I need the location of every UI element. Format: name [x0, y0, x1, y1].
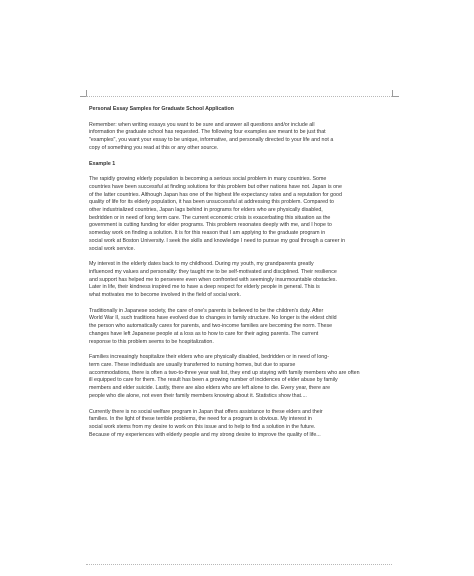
paragraph-line: and support has helped me to persevere even when confronted with seemingly insurmountable obstacles. — [89, 276, 337, 283]
document-title: Personal Essay Samples for Graduate School Application — [89, 106, 234, 112]
paragraph-line: what motivates me to become involved in the field of social work. — [89, 292, 241, 299]
paragraph-line: Currently there is no social welfare program in Japan that offers assistance to these elders and their — [89, 408, 323, 415]
paragraph-line: other industrialized countries, Japan lags behind in programs for elders who are physically disabled, — [89, 207, 323, 214]
essay-paragraph-1 — [89, 176, 385, 253]
paragraph-line: influenced my values and personality: they taught me to be self-motivated and disciplined. Their resilience — [89, 268, 337, 275]
essay-paragraph-5 — [89, 409, 385, 440]
paragraph-line: Families increasingly hospitalize their elders who are physically disabled, bedridden or in need of long- — [89, 354, 329, 361]
intro-line: Remember: when writing essays you want to be sure and answer all questions and/or include all — [89, 121, 315, 128]
page-corner-mark-right — [392, 90, 399, 97]
page-top-margin-rule — [86, 96, 392, 97]
intro-line: information the graduate school has requested. The following four examples are meant to be just that — [89, 129, 326, 136]
paragraph-line: changes have left Japanese people at a loss as to how to care for their aging parents. The current — [89, 330, 319, 337]
essay-paragraph-2 — [89, 261, 385, 300]
paragraph-line: of the latter countries. Although Japan has one of the highest life expectancy rates and a reputation for good — [89, 191, 342, 198]
paragraph-line: ill equipped to care for them. The result has been a growing number of incidences of elder abuse by family — [89, 377, 338, 384]
paragraph-line: government is cutting funding for elder programs. This problem resonates deeply with me, and I hope to — [89, 222, 332, 229]
document-body — [89, 106, 385, 447]
paragraph-line: families. In the light of these terrible problems, the need for a program is obvious. My interest in — [89, 416, 312, 423]
intro-line: copy of something you read at this or any other source. — [89, 144, 219, 151]
paragraph-line: The rapidly growing elderly population is becoming a serious social problem in many countries. Some — [89, 176, 327, 183]
page-bottom-margin-rule — [86, 564, 392, 565]
paragraph-line: quality of life for its elderly population, it has been unsuccessful at addressing this problem. Compared to — [89, 199, 334, 206]
paragraph-line: My interest in the elderly dates back to my childhood. During my youth, my grandparents greatly — [89, 261, 314, 268]
paragraph-line: accommodations, there is often a two-to-three year wait list, they end up staying with family members who are often — [89, 369, 360, 376]
paragraph-line: Because of my experiences with elderly people and my strong desire to improve the quality of life... — [89, 431, 321, 438]
essay-paragraph-3 — [89, 308, 385, 347]
example-heading: Example 1 — [89, 160, 116, 167]
essay-paragraph-4 — [89, 354, 385, 400]
paragraph-line: social work at Boston University. I seek the skills and knowledge I need to pursue my goal through a career in — [89, 237, 346, 244]
paragraph-line: social work stems from my desire to work on this issue and to help to find a solution in the future. — [89, 423, 316, 430]
paragraph-line: World War II, such traditions have evolved due to changes in family structure. No longer is the eldest child — [89, 315, 337, 322]
paragraph-line: someday work on finding a solution. It is for this reason that I am applying to the graduate program in — [89, 230, 326, 237]
paragraph-line: term care. These individuals are usually transferred to nursing homes, but due to sparse — [89, 361, 296, 368]
paragraph-line: Traditionally in Japanese society, the care of one's parents is believed to be the children's duty. After — [89, 307, 324, 314]
paragraph-line: social work service. — [89, 245, 135, 252]
paragraph-line: countries have been successful at finding solutions for this problem but other nations have not. Japan is one — [89, 183, 342, 190]
paragraph-line: the person who automatically cares for parents, and two-income families are becoming the norm. These — [89, 323, 333, 330]
paragraph-line: response to this problem seems to be hospitalization. — [89, 338, 214, 345]
paragraph-line: people who die alone, not even their family members knowing about it. Statistics show that.... — [89, 392, 307, 399]
intro-line: "examples", you want your essay to be unique, informative, and personally directed to your life and not a — [89, 137, 334, 144]
paragraph-line: Later in life, their kindness inspired me to have a deep respect for elderly people in general. This is — [89, 284, 320, 291]
paragraph-line: members and elder suicide. Lastly, there are also elders who are left alone to die. Every year, there are — [89, 385, 331, 392]
paragraph-line: bedridden or in need of long term care. The current economic crisis is exacerbating this situation as the — [89, 214, 331, 221]
intro-paragraph — [89, 122, 385, 153]
